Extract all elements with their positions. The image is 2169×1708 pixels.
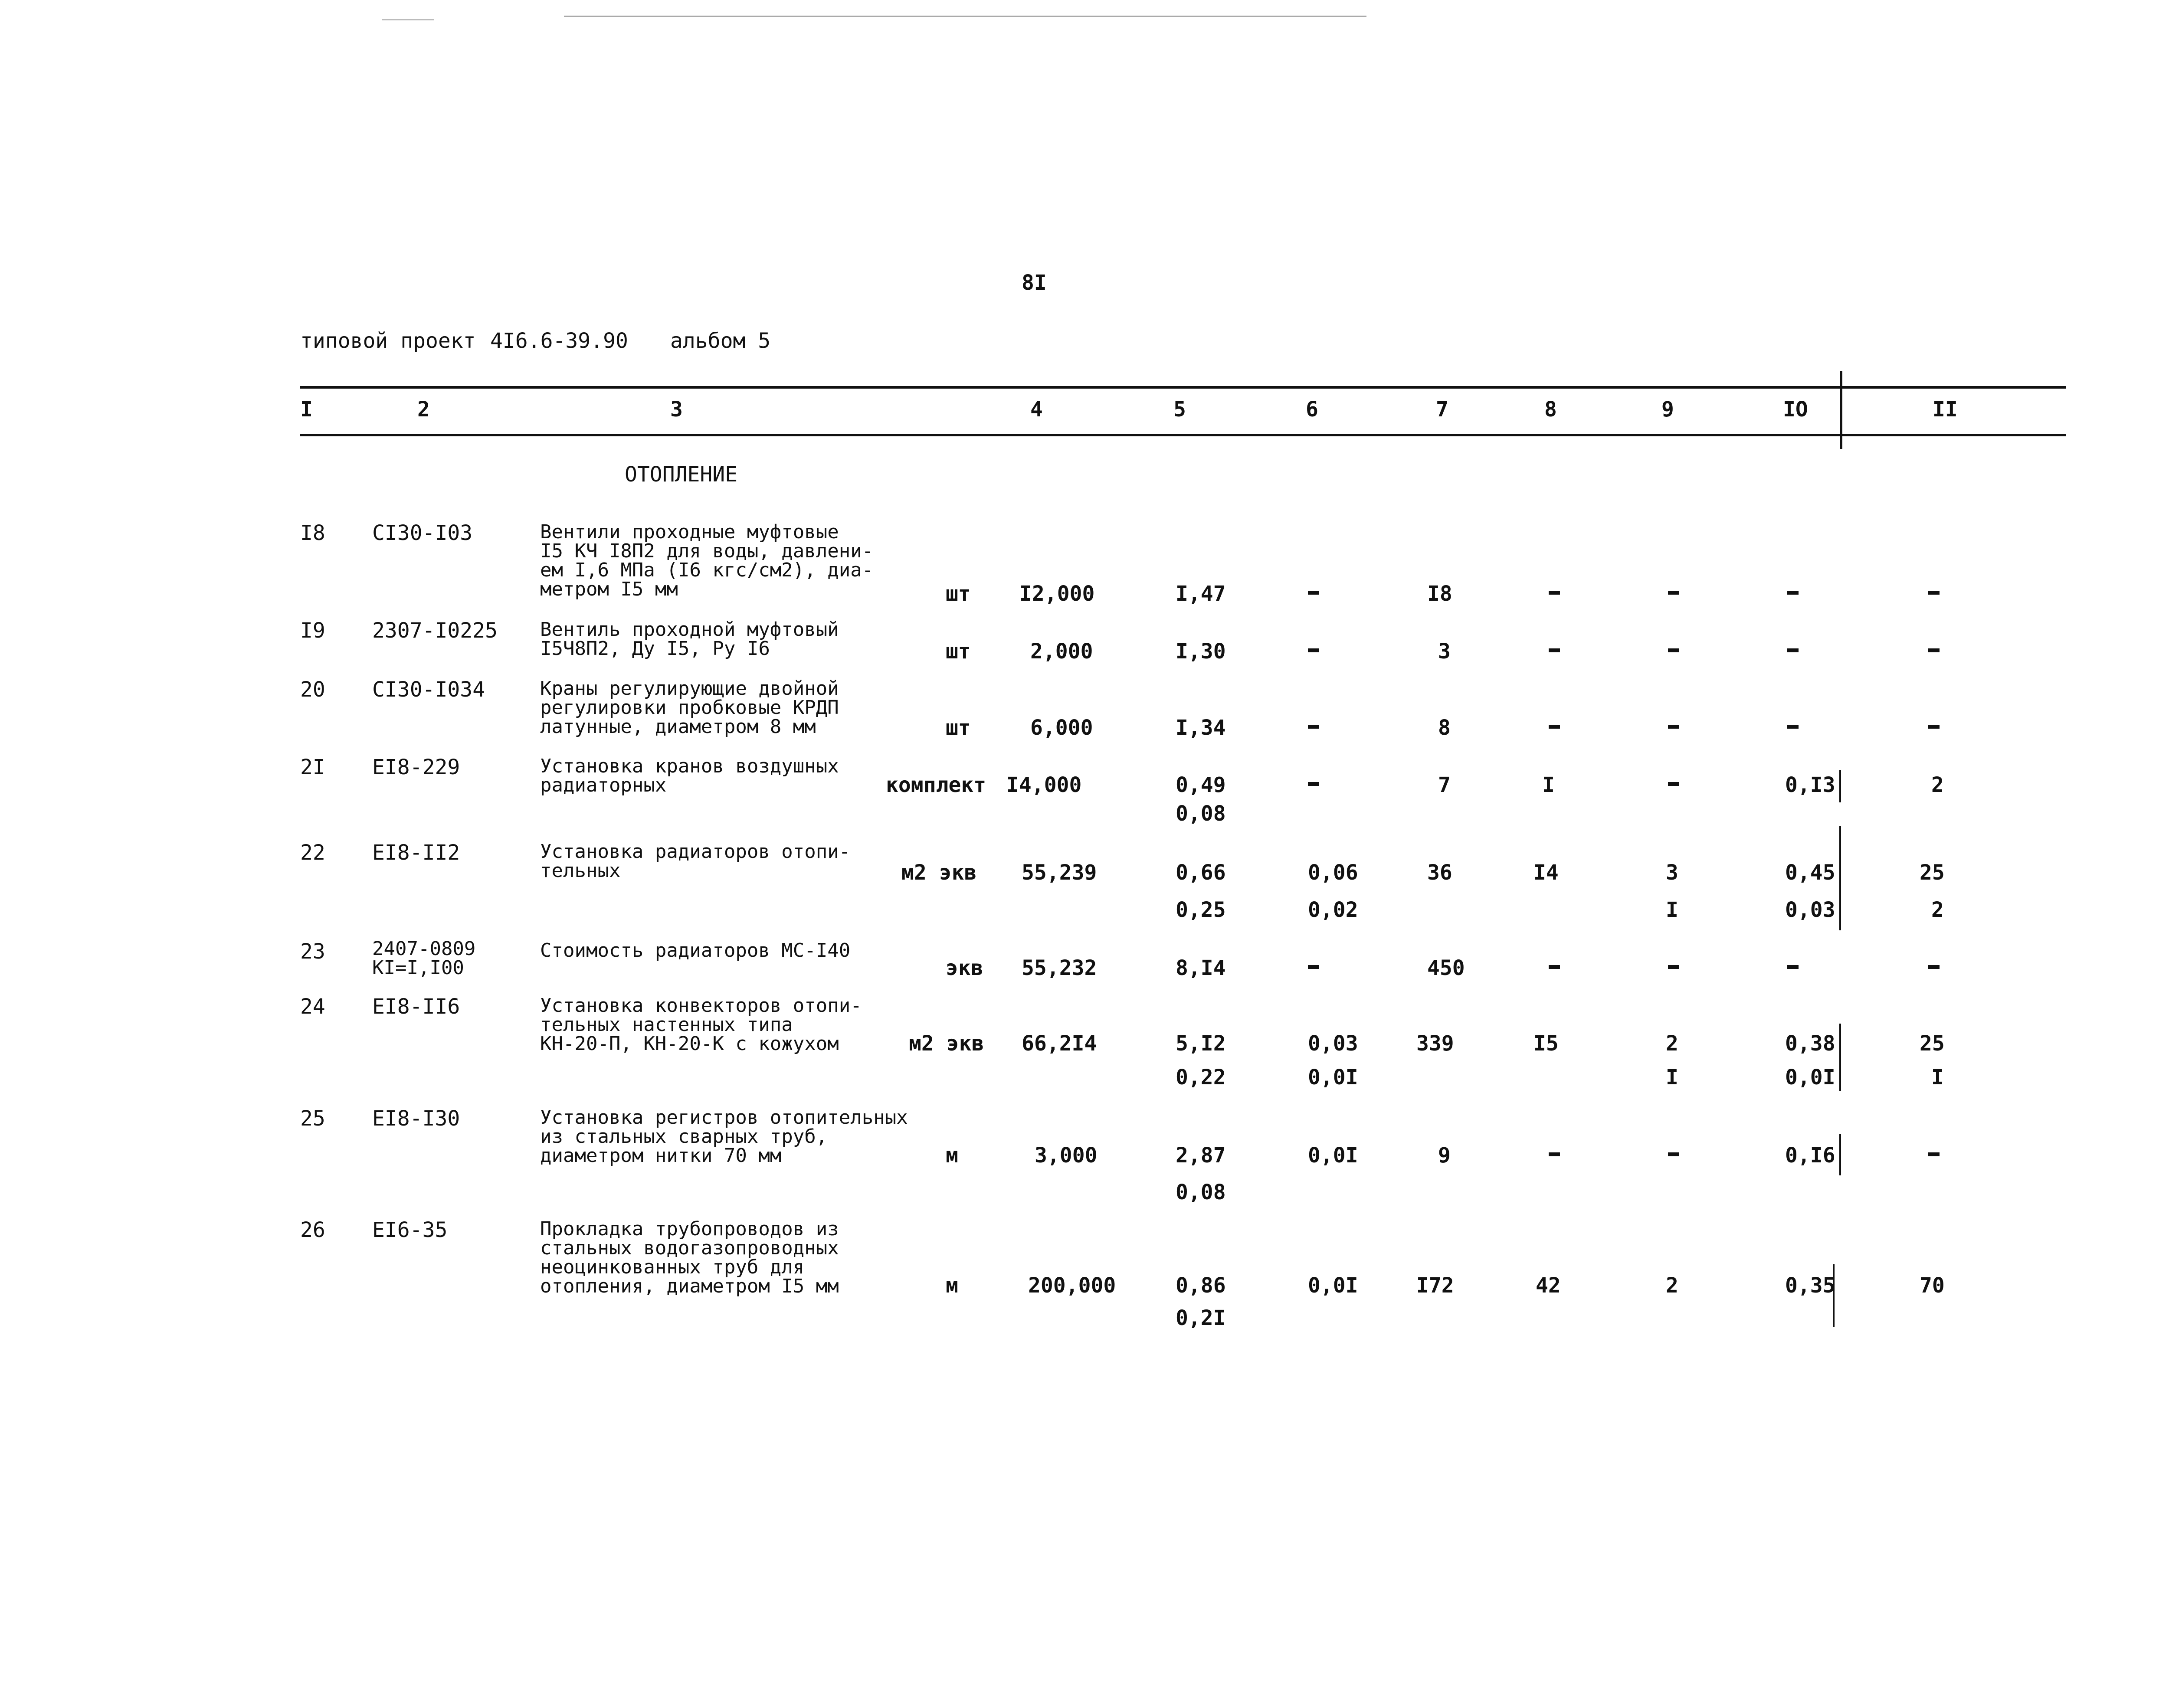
row-number: I8 <box>300 521 325 545</box>
row-code: EI8-229 <box>372 755 460 779</box>
row-col9-dash <box>1668 965 1679 969</box>
column-divider <box>1840 371 1842 449</box>
row-col7: 8 <box>1438 716 1451 740</box>
row-unit: шт <box>946 582 971 606</box>
row-description: Установка регистров отопительных из стальных сварных труб, диаметром нитки 70 мм <box>540 1106 908 1167</box>
column-header: 5 <box>1173 397 1186 422</box>
row-col9-dash <box>1668 1152 1679 1156</box>
row-unit: м2 экв <box>909 1031 984 1056</box>
row-col6: 0,0I <box>1308 1143 1358 1168</box>
row-col11-dash <box>1928 591 1940 595</box>
row-col7: 3 <box>1438 639 1451 664</box>
column-header: IO <box>1783 397 1808 422</box>
row-col9: 2 <box>1666 1031 1678 1056</box>
column-header: I <box>300 397 313 422</box>
column-header: 8 <box>1544 397 1557 422</box>
row-col7: 36 <box>1427 861 1452 885</box>
cell-divider <box>1839 1134 1841 1175</box>
row-col11: 25 <box>1920 1031 1945 1056</box>
row-col9-dash <box>1668 782 1679 786</box>
row-col7: 7 <box>1438 773 1451 797</box>
row-col5: 0,66 <box>1176 861 1226 885</box>
row-code: 2407-0809 KI=I,I00 <box>372 938 476 979</box>
top-rule-short <box>382 19 434 20</box>
row-col6-dash <box>1308 965 1319 969</box>
row-col7: I8 <box>1427 582 1452 606</box>
row-col11-dash <box>1928 1152 1940 1156</box>
row-col9-sub: I <box>1666 1065 1678 1090</box>
row-description: Вентиль проходной муфтовый I5Ч8П2, Ду I5, Ру I6 <box>540 618 839 660</box>
row-quantity: 55,232 <box>1022 956 1097 980</box>
row-col10-sub: 0,03 <box>1785 898 1835 922</box>
row-col9-dash <box>1668 591 1679 595</box>
row-col11-dash <box>1928 648 1940 652</box>
row-code: CI30-I03 <box>372 521 473 545</box>
row-col8-dash <box>1549 965 1560 969</box>
row-code: EI8-II2 <box>372 841 460 865</box>
row-col10-dash <box>1787 725 1799 729</box>
row-col6: 0,03 <box>1308 1031 1358 1056</box>
row-col9-dash <box>1668 725 1679 729</box>
row-col8: I <box>1542 773 1555 797</box>
column-header: 9 <box>1661 397 1674 422</box>
row-col5: 0,86 <box>1176 1273 1226 1298</box>
row-col6: 0,06 <box>1308 861 1358 885</box>
row-col10-dash <box>1787 591 1799 595</box>
row-col8-dash <box>1549 591 1560 595</box>
row-col6-dash <box>1308 591 1319 595</box>
column-header: 2 <box>417 397 430 422</box>
row-col11: 2 <box>1931 773 1944 797</box>
row-description: Установка радиаторов отопи- тельных <box>540 841 851 882</box>
row-col10-dash <box>1787 965 1799 969</box>
row-col11-dash <box>1928 965 1940 969</box>
row-col9-sub: I <box>1666 898 1678 922</box>
project-code: 4I6.6-39.90 <box>490 329 628 353</box>
row-col5-sub: 0,25 <box>1176 898 1226 922</box>
row-col6-dash <box>1308 648 1319 652</box>
row-unit: комплект <box>886 773 986 797</box>
row-number: I9 <box>300 618 325 643</box>
row-col6-sub: 0,0I <box>1308 1065 1358 1090</box>
row-unit: шт <box>946 716 971 740</box>
column-header: 3 <box>670 397 683 422</box>
row-col7: 339 <box>1416 1031 1454 1056</box>
row-number: 26 <box>300 1218 325 1242</box>
row-col8: I4 <box>1533 861 1559 885</box>
row-description: Стоимость радиаторов МС-I40 <box>540 939 851 962</box>
row-col11-sub: I <box>1931 1065 1944 1090</box>
row-number: 25 <box>300 1106 325 1131</box>
row-col5: I,47 <box>1176 582 1226 606</box>
row-col5-sub: 0,2I <box>1176 1306 1226 1330</box>
row-col6-dash <box>1308 725 1319 729</box>
row-col8-dash <box>1549 725 1560 729</box>
row-number: 22 <box>300 841 325 865</box>
row-unit: м <box>946 1143 958 1168</box>
row-description: Вентили проходные муфтовые I5 КЧ I8П2 для воды, давлени- ем I,6 МПа (I6 кгс/см2), диа- метром I5 мм <box>540 521 874 600</box>
row-col11: 25 <box>1920 861 1945 885</box>
cell-divider <box>1839 1024 1841 1091</box>
row-col6-dash <box>1308 782 1319 786</box>
row-col10: 0,35 <box>1785 1273 1835 1298</box>
row-col5: I,30 <box>1176 639 1226 664</box>
row-unit: шт <box>946 639 971 664</box>
row-quantity: 66,2I4 <box>1022 1031 1097 1056</box>
row-number: 2I <box>300 755 325 779</box>
table-header-rule <box>300 434 2066 436</box>
top-rule-long <box>564 16 1366 17</box>
row-col8-dash <box>1549 1152 1560 1156</box>
row-col5-sub: 0,22 <box>1176 1065 1226 1090</box>
row-col10: 0,38 <box>1785 1031 1835 1056</box>
row-col10-dash <box>1787 648 1799 652</box>
column-header: 6 <box>1306 397 1318 422</box>
row-quantity: 2,000 <box>1030 639 1093 664</box>
row-quantity: I2,000 <box>1019 582 1095 606</box>
row-col9-dash <box>1668 648 1679 652</box>
row-col8: I5 <box>1533 1031 1559 1056</box>
row-code: EI6-35 <box>372 1218 448 1242</box>
row-col7: 9 <box>1438 1143 1451 1168</box>
row-unit: м2 экв <box>901 861 977 885</box>
row-quantity: 6,000 <box>1030 716 1093 740</box>
row-col5: 8,I4 <box>1176 956 1226 980</box>
row-col11-sub: 2 <box>1931 898 1944 922</box>
row-col10-sub: 0,0I <box>1785 1065 1835 1090</box>
row-col6-sub: 0,02 <box>1308 898 1358 922</box>
row-col10: 0,I3 <box>1785 773 1835 797</box>
row-col7: 450 <box>1427 956 1465 980</box>
row-col9: 3 <box>1666 861 1678 885</box>
row-description: Установка конвекторов отопи- тельных настенных типа КН-20-П, КН-20-К с кожухом <box>540 995 862 1055</box>
cell-divider <box>1839 826 1841 930</box>
row-col8-dash <box>1549 648 1560 652</box>
cell-divider <box>1839 770 1841 802</box>
row-col8: 42 <box>1536 1273 1561 1298</box>
album-label: альбом 5 <box>670 329 771 353</box>
row-description: Прокладка трубопроводов из стальных водогазопроводных неоцинкованных труб для отопления, диаметром I5 мм <box>540 1218 839 1297</box>
cell-divider <box>1833 1264 1835 1327</box>
row-quantity: 200,000 <box>1028 1273 1116 1298</box>
row-number: 24 <box>300 995 325 1019</box>
table-top-rule <box>300 386 2066 389</box>
row-quantity: 55,239 <box>1022 861 1097 885</box>
row-quantity: 3,000 <box>1035 1143 1098 1168</box>
row-col5-sub: 0,08 <box>1176 1180 1226 1204</box>
column-header: II <box>1933 397 1958 422</box>
row-code: CI30-I034 <box>372 677 485 702</box>
row-col5: 0,49 <box>1176 773 1226 797</box>
project-label: типовой проект <box>300 329 476 353</box>
row-col5: 2,87 <box>1176 1143 1226 1168</box>
row-col10: 0,I6 <box>1785 1143 1835 1168</box>
section-title: ОТОПЛЕНИЕ <box>625 462 738 487</box>
row-description: Установка кранов воздушных радиаторных <box>540 755 839 796</box>
column-header: 7 <box>1436 397 1448 422</box>
row-col5: I,34 <box>1176 716 1226 740</box>
row-col9: 2 <box>1666 1273 1678 1298</box>
row-quantity: I4,000 <box>1006 773 1082 797</box>
row-col7: I72 <box>1416 1273 1454 1298</box>
row-col11: 70 <box>1920 1273 1945 1298</box>
page-number: 8I <box>1022 271 1047 295</box>
row-code: EI8-II6 <box>372 995 460 1019</box>
row-unit: м <box>946 1273 958 1298</box>
row-number: 20 <box>300 677 325 702</box>
row-code: 2307-I0225 <box>372 618 498 643</box>
row-col6: 0,0I <box>1308 1273 1358 1298</box>
row-number: 23 <box>300 939 325 964</box>
row-col5: 5,I2 <box>1176 1031 1226 1056</box>
row-col11-dash <box>1928 725 1940 729</box>
row-description: Краны регулирующие двойной регулировки пробковые КРДП латунные, диаметром 8 мм <box>540 677 839 738</box>
row-col10: 0,45 <box>1785 861 1835 885</box>
row-col5-sub: 0,08 <box>1176 802 1226 826</box>
column-header: 4 <box>1030 397 1043 422</box>
row-code: EI8-I30 <box>372 1106 460 1131</box>
row-unit: экв <box>946 956 983 980</box>
